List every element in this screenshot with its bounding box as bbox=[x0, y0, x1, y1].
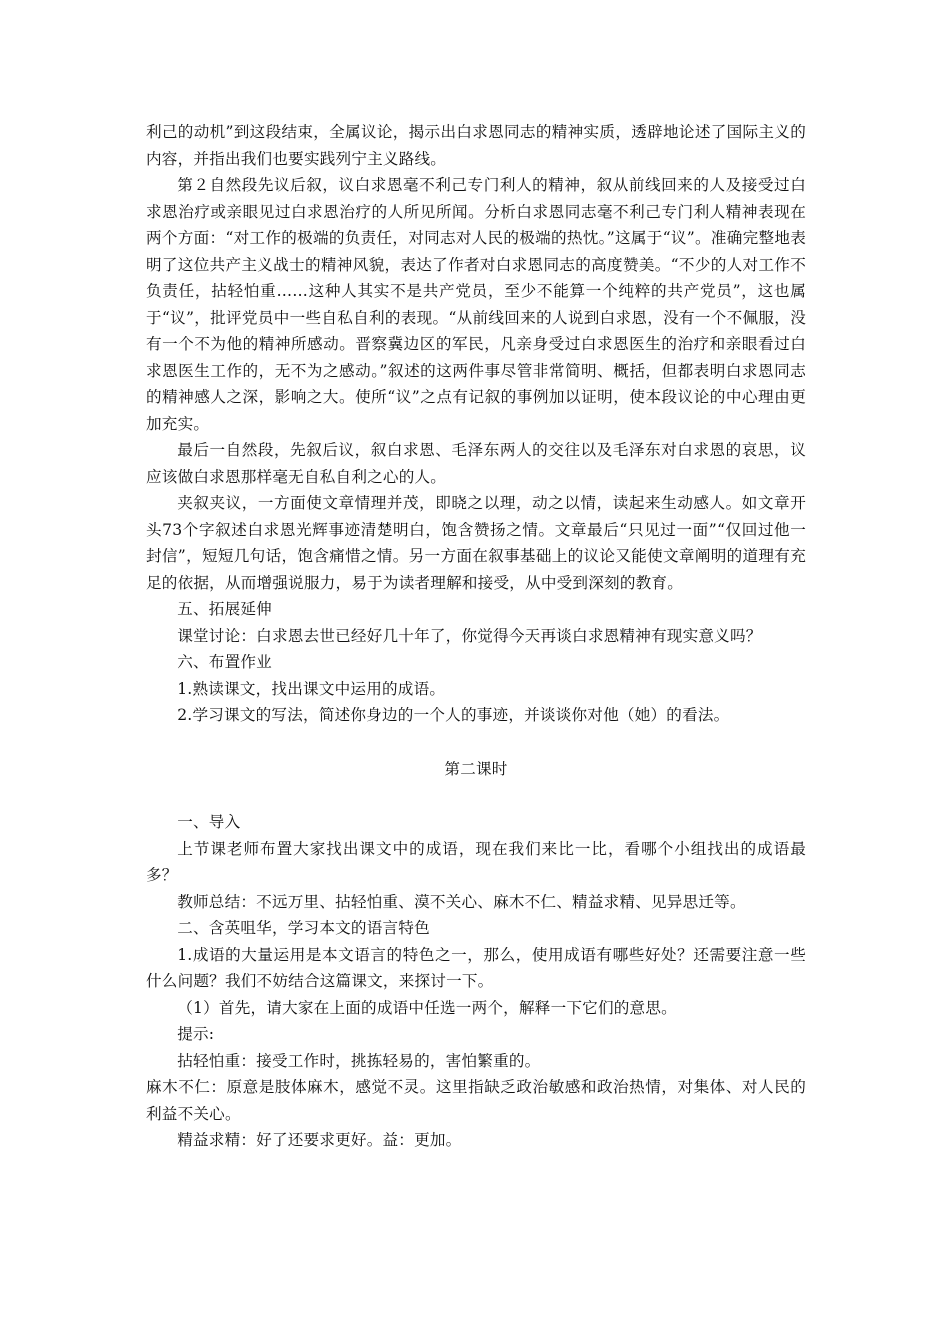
paragraph-text: 教师总结：不远万里、拈轻怕重、漠不关心、麻木不仁、精益求精、见异思迁等。 bbox=[177, 892, 746, 911]
list-item: 2.学习课文的写法，简述你身边的一个人的事迹，并谈谈你对他（她）的看法。 bbox=[177, 706, 730, 724]
section-heading: 一、导入 bbox=[177, 813, 241, 831]
paragraph-text: 最后一自然段，先叙后议，叙白求恩、毛泽东两人的交往以及毛泽东对白求恩的哀思，议应该做白求恩那样毫无自私自利之心的人。 bbox=[146, 441, 806, 486]
lesson-title: 第二课时 bbox=[444, 759, 508, 778]
section-heading: 六、布置作业 bbox=[177, 653, 272, 671]
document-page bbox=[146, 119, 806, 1154]
section-heading: 二、含英咀华，学习本文的语言特色 bbox=[177, 919, 430, 937]
list-item: 1.熟读课文，找出课文中运用的成语。 bbox=[177, 679, 446, 698]
idiom-definition: 精益求精：好了还要求更好。益：更加。 bbox=[177, 1131, 462, 1149]
paragraph-text: 课堂讨论：白求恩去世已经好几十年了，你觉得今天再谈白求恩精神有现实意义吗？ bbox=[177, 626, 762, 645]
idiom-definition: 拈轻怕重：接受工作时，挑拣轻易的，害怕繁重的。 bbox=[177, 1051, 541, 1070]
paragraph-text: 利己的动机”到这段结束，全属议论，揭示出白求恩同志的精神实质，透辟地论述了国际主义的内容，并指出我们也要实践列宁主义路线。 bbox=[146, 123, 806, 168]
idiom-definition: 麻木不仁：原意是肢体麻木，感觉不灵。这里指缺乏政治敏感和政治热情，对集体、对人民的利益不关心。 bbox=[146, 1078, 806, 1123]
list-item: （1）首先，请大家在上面的成语中任选一两个，解释一下它们的意思。 bbox=[177, 998, 677, 1017]
paragraph-text: 夹叙夹议，一方面使文章情理并茂，即晓之以理，动之以情，读起来生动感人。如文章开头73个字叙述白求恩光辉事迹清楚明白，饱含赞扬之情。文章最后“只见过一面”“仅回过他一封信”，短短几句话，饱含痛惜之情。另一方面在叙事基础上的议论又能使文章阐明的道理有充足的依据，从而增强说服力，易于为读者理解和接受，从中受到深刻的教育。 bbox=[146, 494, 806, 592]
paragraph-text: 第２自然段先议后叙，议白求恩毫不利己专门利人的精神，叙从前线回来的人及接受过白求恩治疗或亲眼见过白求恩治疗的人所见所闻。分析白求恩同志毫不利己专门利人精神表现在两个方面：“对工作的极端的负责任，对同志对人民的极端的热忱。”这属于“议”。准确完整地表明了这位共产主义战士的精神风貌，表达了作者对白求恩同志的高度赞美。“不少的人对工作不负责任，拈轻怕重……这种人其实不是共产党员，至少不能算一个纯粹的共产党员”，这也属于“议”，批评党员中一些自私自利的表现。“从前线回来的人说到白求恩，没有一个不佩服，没有一个不为他的精神所感动。晋察冀边区的军民，凡亲身受过白求恩医生的治疗和亲眼看过白求恩医生工作的，无不为之感动。”叙述的这两件事尽管非常简明、概括，但都表明白求恩同志的精神感人之深，影响之大。使所“议”之点有记叙的事例加以证明，使本段议论的中心理由更加充实。 bbox=[146, 176, 806, 433]
hint-label: 提示: bbox=[177, 1025, 215, 1043]
paragraph-text: 上节课老师布置大家找出课文中的成语，现在我们来比一比，看哪个小组找出的成语最多？ bbox=[146, 839, 806, 884]
section-heading: 五、拓展延伸 bbox=[177, 600, 272, 618]
list-item: 1.成语的大量运用是本文语言的特色之一，那么，使用成语有哪些好处？还需要注意一些什么问题？我们不妨结合这篇课文，来探讨一下。 bbox=[146, 945, 806, 990]
